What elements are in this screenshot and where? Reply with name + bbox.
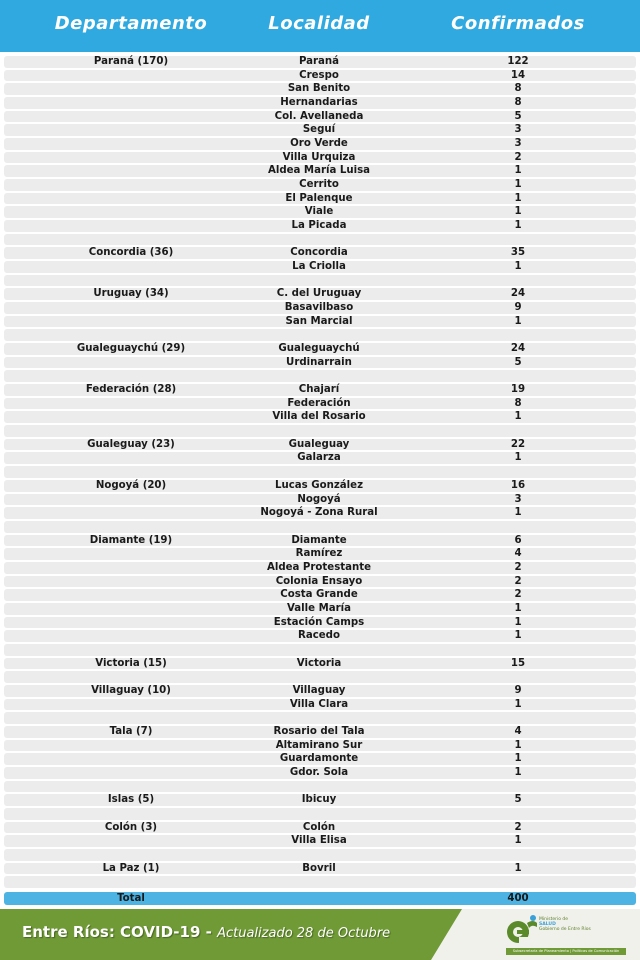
logo-subtitle-bar: Subsecretaría de Planeamiento | Políticas de Comunicación (506, 948, 626, 955)
table-row (0, 397, 640, 411)
row-background (4, 329, 636, 341)
cell-localidad: Valle María (286, 602, 352, 614)
cell-confirmados: 24 (510, 343, 526, 355)
cell-localidad: Concordia (290, 247, 348, 259)
table-row (0, 383, 640, 397)
cell-confirmados: 16 (510, 479, 526, 491)
cell-confirmados: 1 (514, 206, 522, 218)
cell-localidad: Crespo (299, 69, 339, 81)
er-logo-icon (505, 913, 539, 947)
row-background (4, 370, 636, 382)
table-row (0, 766, 640, 780)
row-background (4, 644, 636, 656)
column-header-confirmados: Confirmados (451, 13, 585, 34)
cell-localidad: Guardamonte (279, 753, 359, 765)
cell-confirmados: 6 (514, 534, 522, 546)
cell-confirmados: 1 (514, 411, 522, 423)
row-background (4, 425, 636, 437)
table-row (0, 616, 640, 630)
table-row (0, 96, 640, 110)
cell-departamento: Federación (28) (85, 384, 177, 396)
cell-localidad: Villa Elisa (291, 835, 347, 847)
cell-localidad: Cerrito (299, 179, 339, 191)
cell-localidad: Paraná (298, 56, 340, 67)
cell-confirmados: 4 (514, 725, 522, 737)
table-row (0, 534, 640, 548)
cell-localidad: Ibicuy (301, 794, 337, 806)
cell-localidad: Altamirano Sur (275, 739, 363, 751)
table-row (0, 657, 640, 671)
table-row (0, 479, 640, 493)
cell-confirmados: 1 (514, 630, 522, 642)
row-background (4, 712, 636, 724)
table-row (0, 192, 640, 206)
cell-confirmados: 1 (514, 698, 522, 710)
footer-updated-date: Actualizado 28 de Octubre (217, 926, 391, 941)
cell-departamento: Tala (7) (109, 725, 153, 737)
table-row (0, 438, 640, 452)
cell-departamento: Gualeguaychú (29) (76, 343, 186, 355)
spacer-row (0, 328, 640, 342)
cell-departamento: Villaguay (10) (91, 684, 171, 696)
cell-localidad: San Marcial (285, 315, 353, 327)
row-background (4, 849, 636, 861)
cell-confirmados: 1 (514, 220, 522, 232)
ministerio-salud-logo (505, 913, 635, 957)
cell-localidad: Viale (304, 206, 334, 218)
cell-departamento: Colón (3) (104, 821, 158, 833)
cell-localidad: Villaguay (292, 684, 346, 696)
table-row (0, 219, 640, 233)
total-row (4, 892, 636, 905)
spacer-row (0, 520, 640, 534)
cell-localidad: Galarza (297, 452, 341, 464)
row-background (4, 671, 636, 683)
cell-confirmados: 2 (514, 151, 522, 163)
table-row (0, 629, 640, 643)
table-row (0, 684, 640, 698)
cell-confirmados: 14 (510, 69, 526, 81)
table-body (0, 55, 640, 889)
cell-confirmados: 15 (510, 657, 526, 669)
table-row (0, 151, 640, 165)
cell-confirmados: 1 (514, 862, 522, 874)
table-row (0, 547, 640, 561)
cell-localidad: La Criolla (292, 261, 346, 273)
cell-confirmados: 2 (514, 561, 522, 573)
cell-localidad: Basavilbaso (284, 302, 354, 314)
logo-line-gobierno: Gobierno de Entre Ríos (539, 927, 591, 933)
cell-confirmados: 8 (514, 397, 522, 409)
cell-confirmados: 1 (514, 835, 522, 847)
cell-confirmados: 1 (514, 766, 522, 778)
cell-confirmados: 24 (510, 288, 526, 300)
cell-confirmados: 9 (514, 302, 522, 314)
spacer-row (0, 848, 640, 862)
cell-confirmados: 5 (514, 110, 522, 122)
table-row (0, 602, 640, 616)
cell-departamento: La Paz (1) (102, 862, 160, 874)
cell-departamento: Victoria (15) (95, 657, 167, 669)
cell-localidad: Gualeguaychú (278, 343, 360, 355)
cell-localidad: Gdor. Sola (289, 766, 349, 778)
table-row (0, 301, 640, 315)
table-row (0, 246, 640, 260)
cell-localidad: Nogoyá - Zona Rural (260, 507, 378, 519)
cell-localidad: Victoria (296, 657, 342, 669)
cell-localidad: Costa Grande (280, 589, 358, 601)
spacer-row (0, 424, 640, 438)
row-background (4, 808, 636, 820)
cell-confirmados: 19 (510, 384, 526, 396)
cell-localidad: Colón (302, 821, 336, 833)
column-header-departamento: Departamento (54, 13, 208, 34)
footer-banner (0, 909, 640, 960)
cell-localidad: Villa del Rosario (272, 411, 366, 423)
cell-confirmados: 2 (514, 589, 522, 601)
table-row (0, 164, 640, 178)
cell-localidad: Ramírez (295, 548, 343, 560)
cell-confirmados: 2 (514, 821, 522, 833)
cell-confirmados: 1 (514, 452, 522, 464)
cell-localidad: Gualeguay (288, 438, 350, 450)
cell-confirmados: 9 (514, 684, 522, 696)
cell-localidad: Aldea Protestante (266, 561, 372, 573)
cell-departamento: Paraná (170) (93, 56, 169, 67)
cell-localidad: Nogoyá (297, 493, 341, 505)
table-row (0, 698, 640, 712)
cell-confirmados: 1 (514, 261, 522, 273)
table-row (0, 493, 640, 507)
cell-localidad: Col. Avellaneda (274, 110, 364, 122)
cell-confirmados: 2 (514, 575, 522, 587)
cell-departamento: Gualeguay (23) (87, 438, 175, 450)
table-row (0, 123, 640, 137)
cell-confirmados: 8 (514, 97, 522, 109)
cell-localidad: Urdinarrain (286, 356, 352, 368)
cell-confirmados: 4 (514, 548, 522, 560)
spacer-row (0, 711, 640, 725)
cell-confirmados: 5 (514, 794, 522, 806)
cell-localidad: C. del Uruguay (276, 288, 362, 300)
row-background (4, 275, 636, 287)
table-row (0, 725, 640, 739)
spacer-row (0, 465, 640, 479)
cell-localidad: Aldea María Luisa (267, 165, 371, 177)
table-row (0, 205, 640, 219)
table-row (0, 55, 640, 69)
cell-localidad: Oro Verde (290, 138, 348, 150)
cell-confirmados: 5 (514, 356, 522, 368)
row-background (4, 876, 636, 888)
spacer-row (0, 670, 640, 684)
cell-confirmados: 8 (514, 83, 522, 95)
cell-localidad: Villa Clara (289, 698, 349, 710)
cell-confirmados: 1 (514, 179, 522, 191)
cell-confirmados: 1 (514, 739, 522, 751)
cell-confirmados: 1 (514, 753, 522, 765)
cell-confirmados: 3 (514, 138, 522, 150)
cell-localidad: La Picada (291, 220, 347, 232)
cell-confirmados: 1 (514, 602, 522, 614)
table-row (0, 739, 640, 753)
spacer-row (0, 233, 640, 247)
cell-confirmados: 1 (514, 507, 522, 519)
cell-localidad: Bovril (302, 862, 336, 874)
cell-localidad: Racedo (298, 630, 340, 642)
logo-line-ministerio: Ministerio de (539, 917, 569, 922)
table-header (0, 0, 640, 52)
cell-localidad: Hernandarias (280, 97, 358, 109)
table-row (0, 69, 640, 83)
column-header-localidad: Localidad (268, 13, 370, 34)
cell-localidad: Chajarí (298, 384, 340, 396)
cell-confirmados: 22 (510, 438, 526, 450)
table-row (0, 110, 640, 124)
cell-departamento: Diamante (19) (89, 534, 173, 546)
cell-departamento: Nogoyá (20) (95, 479, 167, 491)
logo-text (539, 917, 591, 933)
logo-line-salud: SALUD (539, 922, 556, 928)
cell-confirmados: 1 (514, 192, 522, 204)
cell-departamento: Concordia (36) (88, 247, 174, 259)
table-row (0, 82, 640, 96)
row-background (4, 521, 636, 533)
cell-confirmados: 1 (514, 315, 522, 327)
spacer-row (0, 780, 640, 794)
cell-confirmados: 3 (514, 493, 522, 505)
spacer-row (0, 807, 640, 821)
row-background (4, 466, 636, 478)
cell-departamento: Islas (5) (107, 794, 155, 806)
cell-localidad: Villa Urquiza (282, 151, 356, 163)
cell-localidad: Lucas González (274, 479, 364, 491)
spacer-row (0, 875, 640, 889)
cell-departamento: Uruguay (34) (93, 288, 169, 300)
cell-confirmados: 1 (514, 165, 522, 177)
table-row (0, 752, 640, 766)
row-background (4, 781, 636, 793)
table-row (0, 506, 640, 520)
cell-localidad: Seguí (302, 124, 336, 136)
spacer-row (0, 274, 640, 288)
table-row (0, 451, 640, 465)
cell-localidad: El Palenque (285, 192, 353, 204)
table-row (0, 793, 640, 807)
cell-confirmados: 122 (507, 56, 529, 67)
table-row (0, 862, 640, 876)
cell-localidad: Diamante (291, 534, 347, 546)
spacer-row (0, 643, 640, 657)
table-row (0, 342, 640, 356)
table-row (0, 260, 640, 274)
table-row (0, 575, 640, 589)
total-label: Total (117, 893, 145, 904)
footer-title-main: Entre Ríos: COVID-19 - (22, 923, 218, 941)
cell-confirmados: 35 (510, 247, 526, 259)
table-row (0, 356, 640, 370)
table-row (0, 588, 640, 602)
footer-title (22, 923, 390, 941)
table-row (0, 834, 640, 848)
row-background (4, 234, 636, 246)
spacer-row (0, 369, 640, 383)
cell-confirmados: 3 (514, 124, 522, 136)
cell-localidad: Rosario del Tala (273, 725, 365, 737)
cell-localidad: Estación Camps (273, 616, 365, 628)
total-value: 400 (507, 893, 529, 904)
table-row (0, 410, 640, 424)
cell-confirmados: 1 (514, 616, 522, 628)
table-row (0, 561, 640, 575)
table-row (0, 137, 640, 151)
cell-localidad: San Benito (287, 83, 351, 95)
cell-localidad: Federación (287, 397, 351, 409)
table-row (0, 287, 640, 301)
table-row (0, 315, 640, 329)
table-row (0, 178, 640, 192)
cell-localidad: Colonia Ensayo (275, 575, 363, 587)
table-row (0, 821, 640, 835)
